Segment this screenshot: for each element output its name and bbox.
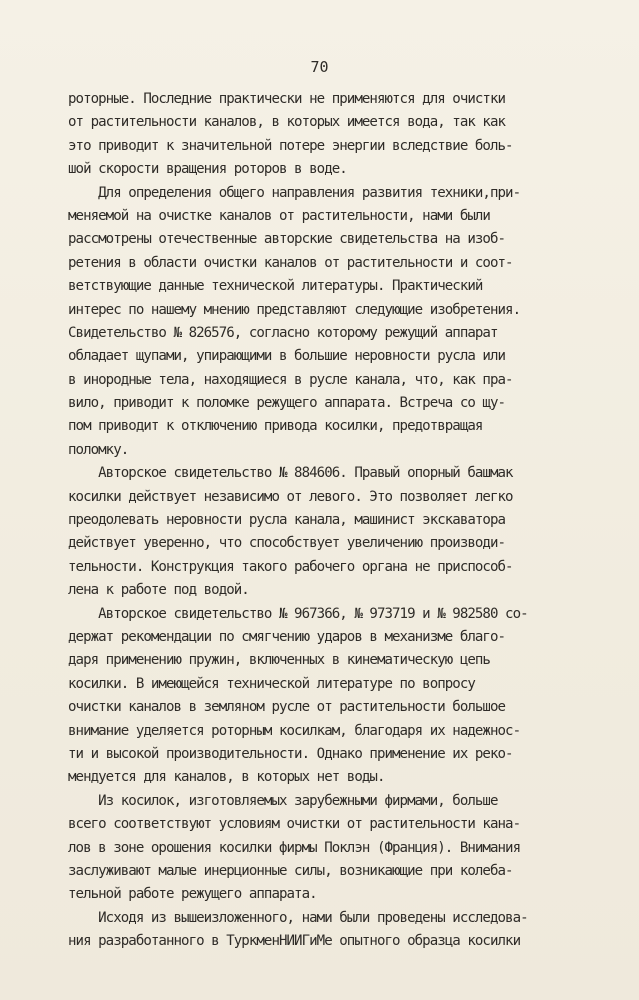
text-line: лена к работе под водой.	[68, 582, 249, 599]
text-line: Для определения общего направления развития техники,при-	[68, 184, 521, 201]
text-line: преодолевать неровности русла канала, машинист экскаватора	[68, 512, 506, 529]
text-line: даря применению пружин, включенных в кинематическую цепь	[68, 652, 490, 669]
text-line: интерес по нашему мнению представляют следующие изобретения.	[68, 301, 521, 318]
text-line: ретения в области очистки каналов от растительности и соот-	[68, 254, 513, 271]
text-line: меняемой на очистке каналов от растительности, нами были	[68, 207, 490, 224]
text-line: косилки действует независимо от левого. Это позволяет легко	[68, 488, 513, 505]
text-line: всего соответствуют условиям очистки от растительности кана-	[68, 816, 521, 833]
page-number: 70	[310, 58, 329, 76]
text-line: ния разработанного в ТуркменНИИГиМе опытного образца косилки	[68, 933, 521, 950]
text-line: Исходя из вышеизложенного, нами были проведены исследова-	[68, 909, 528, 926]
text-line: рассмотрены отечественные авторские свидетельства на изоб-	[68, 231, 506, 248]
text-line: заслуживают малые инерционные силы, возникающие при колеба-	[68, 862, 513, 879]
text-line: действует уверенно, что способствует увеличению производи-	[68, 535, 506, 552]
text-line: ти и высокой производительности. Однако применение их реко-	[68, 745, 513, 762]
body-text	[68, 88, 639, 953]
text-line: Из косилок, изготовляемых зарубежными фирмами, больше	[68, 792, 498, 809]
text-line: внимание уделяется роторным косилкам, благодаря их надежнос-	[68, 722, 521, 739]
text-line: держат рекомендации по смягчению ударов в механизме благо-	[68, 628, 506, 645]
text-line: обладает щупами, упирающими в большие неровности русла или	[68, 348, 506, 365]
text-line: шой скорости вращения роторов в воде.	[68, 161, 347, 178]
text-line: от растительности каналов, в которых имеется вода, так как	[68, 114, 506, 131]
text-line: пом приводит к отключению привода косилки, предотвращая	[68, 418, 483, 435]
text-line: в инородные тела, находящиеся в русле канала, что, как пра-	[68, 371, 513, 388]
text-line: Свидетельство № 826576, согласно которому режущий аппарат	[68, 324, 498, 341]
text-line: лов в зоне орошения косилки фирмы Поклэн (Франция). Внимания	[68, 839, 521, 856]
text-line: вило, приводит к поломке режущего аппарата. Встреча со щу-	[68, 395, 506, 412]
text-line: мендуется для каналов, в которых нет воды.	[68, 769, 385, 786]
text-line: Авторское свидетельство № 967366, № 973719 и № 982580 со-	[68, 605, 528, 622]
text-line: это приводит к значительной потере энергии вследствие боль-	[68, 137, 513, 154]
text-line: косилки. В имеющейся технической литературе по вопросу	[68, 675, 475, 692]
text-line: роторные. Последние практически не применяются для очистки	[68, 91, 506, 107]
text-line: тельности. Конструкция такого рабочего органа не приспособ-	[68, 558, 513, 575]
text-line: Авторское свидетельство № 884606. Правый опорный башмак	[68, 465, 513, 482]
text-line: тельной работе режущего аппарата.	[68, 886, 317, 903]
text-line: ветствующие данные технической литературы. Практический	[68, 278, 483, 295]
text-line: очистки каналов в земляном русле от растительности большое	[68, 699, 506, 716]
text-line: поломку.	[68, 441, 129, 458]
